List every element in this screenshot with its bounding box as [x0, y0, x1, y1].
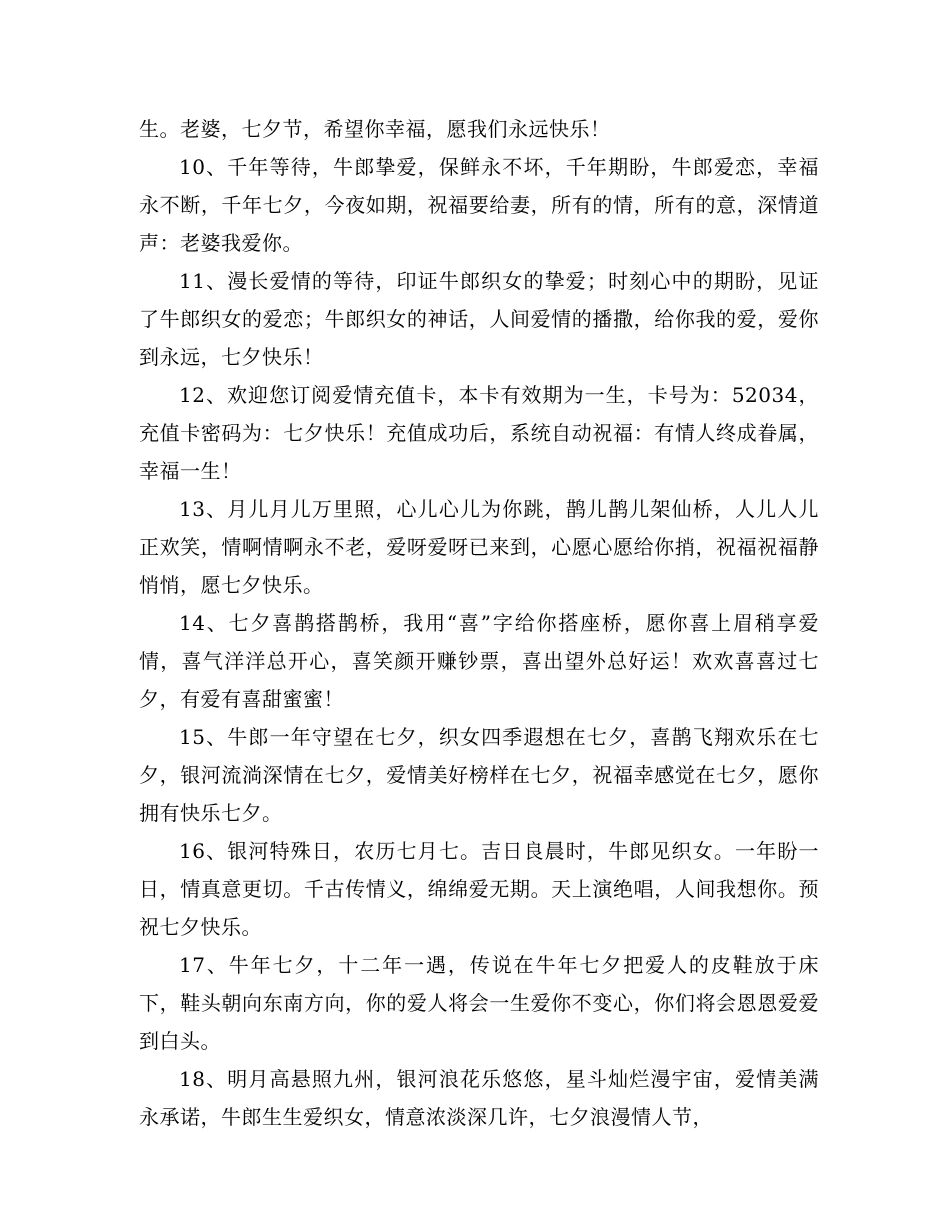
paragraph-continuation: 生。老婆，七夕节，希望你幸福，愿我们永远快乐！: [139, 117, 611, 141]
paragraph-12: 12、欢迎您订阅爱情充值卡，本卡有效期为一生，卡号为：52034，充值卡密码为：七夕快乐！充值成功后，系统自动祝福：有情人终成眷属，幸福一生！: [139, 383, 819, 483]
paragraph-17: 17、牛年七夕，十二年一遇，传说在牛年七夕把爱人的皮鞋放于床下，鞋头朝向东南方向，你的爱人将会一生爱你不变心，你们将会恩恩爱爱到白头。: [139, 953, 819, 1053]
paragraph-11: 11、漫长爱情的等待，印证牛郎织女的挚爱；时刻心中的期盼，见证了牛郎织女的爱恋；牛郎织女的神话，人间爱情的播撒，给你我的爱，爱你到永远，七夕快乐！: [139, 269, 819, 369]
paragraph-18: 18、明月高悬照九州，银河浪花乐悠悠，星斗灿烂漫宇宙，爱情美满永承诺，牛郎生生爱织女，情意浓淡深几许，七夕浪漫情人节，: [139, 1067, 819, 1129]
paragraph-15: 15、牛郎一年守望在七夕，织女四季遐想在七夕，喜鹊飞翔欢乐在七夕，银河流淌深情在七夕，爱情美好榜样在七夕，祝福幸感觉在七夕，愿你拥有快乐七夕。: [139, 725, 819, 825]
paragraph-14: 14、七夕喜鹊搭鹊桥，我用“喜”字给你搭座桥，愿你喜上眉稍享爱情，喜气洋洋总开心，喜笑颜开赚钞票，喜出望外总好运！欢欢喜喜过七夕，有爱有喜甜蜜蜜！: [139, 611, 819, 711]
paragraph-13: 13、月儿月儿万里照，心儿心儿为你跳，鹊儿鹊儿架仙桥，人儿人儿正欢笑，情啊情啊永不老，爱呀爱呀已来到，心愿心愿给你捎，祝福祝福静悄悄，愿七夕快乐。: [139, 497, 819, 597]
paragraph-10: 10、千年等待，牛郎挚爱，保鲜永不坏，千年期盼，牛郎爱恋，幸福永不断，千年七夕，今夜如期，祝福要给妻，所有的情，所有的意，深情道声：老婆我爱你。: [139, 155, 819, 255]
paragraph-16: 16、银河特殊日，农历七月七。吉日良晨时，牛郎见织女。一年盼一日，情真意更切。千古传情义，绵绵爱无期。天上演绝唱，人间我想你。预祝七夕快乐。: [139, 839, 819, 939]
document-body: [139, 110, 819, 1136]
